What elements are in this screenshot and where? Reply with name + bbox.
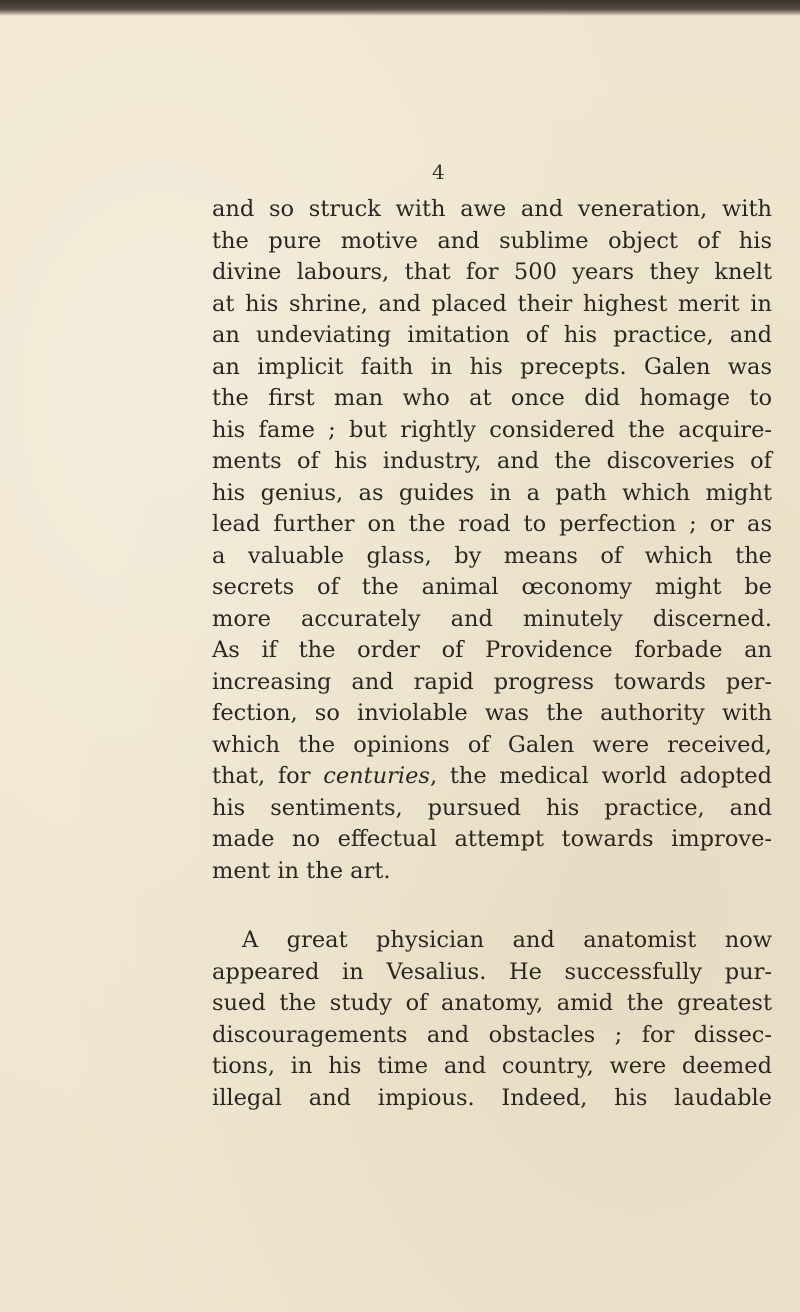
text-line: his sentiments, pursued his practice, and	[212, 794, 772, 821]
page-number: 4	[432, 160, 445, 184]
text-line: illegal and impious. Indeed, his laudable	[212, 1084, 772, 1111]
text-line: secrets of the animal œconomy might be	[212, 574, 772, 600]
text-line: ment in the art.	[212, 857, 391, 884]
paragraph-gap	[212, 887, 772, 925]
line-text-after: , the medical world adopted	[429, 763, 773, 789]
text-line: discouragements and obstacles ; for dissec-	[212, 1021, 772, 1048]
text-line: which the opinions of Galen were received,	[212, 731, 772, 758]
text-line: a valuable glass, by means of which the	[212, 542, 772, 569]
text-line-with-italic	[212, 761, 772, 793]
text-line: increasing and rapid progress towards per-	[212, 668, 772, 695]
text-line: the pure motive and sublime object of his	[212, 227, 772, 254]
text-line: the first man who at once did homage to	[212, 385, 772, 411]
text-line: lead further on the road to perfection ; or as	[212, 511, 772, 537]
text-line: his fame ; but rightly considered the acquire-	[212, 416, 772, 443]
text-line: fection, so inviolable was the authority with	[212, 700, 772, 726]
page-top-edge	[0, 0, 800, 16]
paragraph-2	[212, 925, 772, 1114]
text-line: As if the order of Providence forbade an	[212, 637, 772, 663]
text-line: ments of his industry, and the discoveries of	[212, 448, 772, 474]
paragraph-1	[212, 194, 772, 887]
text-line: tions, in his time and country, were deemed	[212, 1053, 772, 1079]
text-line: appeared in Vesalius. He successfully pur-	[212, 958, 772, 985]
text-line: more accurately and minutely discerned.	[212, 605, 772, 632]
text-line: and so struck with awe and veneration, with	[212, 196, 772, 222]
italic-word: centuries	[323, 763, 430, 789]
line-text-before: that, for	[212, 763, 324, 789]
text-line: sued the study of anatomy, amid the greatest	[212, 990, 772, 1016]
text-line: his genius, as guides in a path which might	[212, 479, 772, 506]
text-line: divine labours, that for 500 years they knelt	[212, 259, 772, 285]
text-line: an undeviating imitation of his practice, and	[212, 322, 772, 348]
text-line: A great physician and anatomist now	[242, 927, 772, 953]
text-line: made no effectual attempt towards improve-	[212, 826, 772, 852]
text-line: an implicit faith in his precepts. Galen was	[212, 353, 772, 380]
text-line: at his shrine, and placed their highest merit in	[212, 290, 772, 317]
body-text	[212, 194, 772, 1114]
